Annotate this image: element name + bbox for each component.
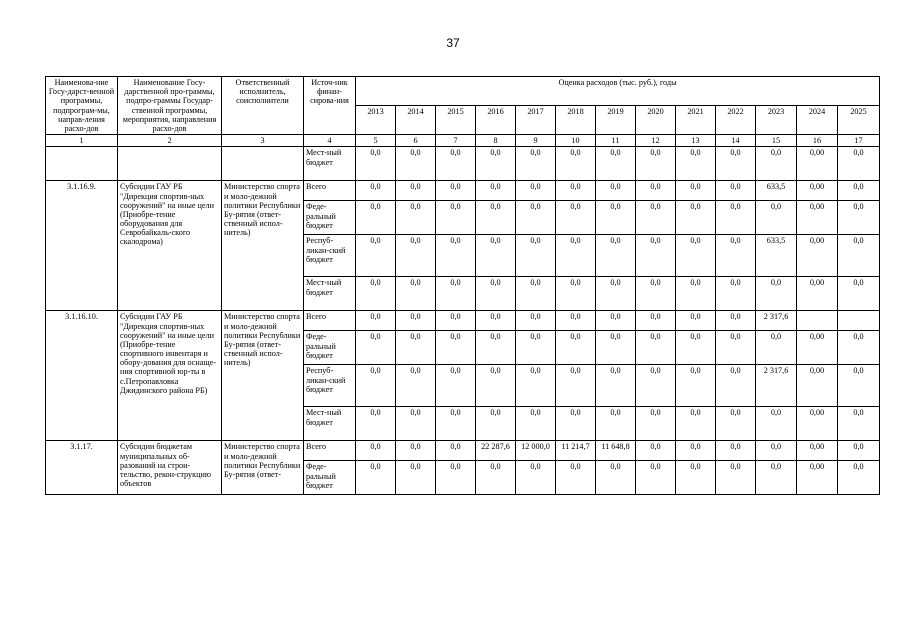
- expense-value: 0,0: [676, 235, 716, 277]
- year-header: 2025: [838, 106, 880, 135]
- expense-value: 0,0: [396, 365, 436, 407]
- column-index: 4: [304, 135, 356, 147]
- expense-value: 0,0: [396, 277, 436, 311]
- expense-value: 0,0: [838, 407, 880, 441]
- expense-value: 0,0: [716, 147, 756, 181]
- activity-name: [118, 147, 222, 181]
- expense-value: 0,0: [476, 311, 516, 331]
- expense-value: 0,0: [756, 147, 797, 181]
- year-header: 2015: [436, 106, 476, 135]
- expense-value: 22 287,6: [476, 441, 516, 461]
- column-index: 9: [516, 135, 556, 147]
- expense-value: 0,0: [716, 331, 756, 365]
- expense-value: 0,0: [636, 181, 676, 201]
- table-row: [46, 311, 880, 331]
- expense-value: 0,0: [436, 311, 476, 331]
- expense-value: 0,0: [676, 441, 716, 461]
- year-header: 2023: [756, 106, 797, 135]
- funding-source: Всего: [304, 311, 356, 331]
- column-index: 5: [356, 135, 396, 147]
- expense-value: 0,0: [596, 147, 636, 181]
- expense-value: 0,0: [596, 201, 636, 235]
- funding-source: Мест-ный бюджет: [304, 147, 356, 181]
- year-header: 2021: [676, 106, 716, 135]
- table-body: [46, 147, 880, 495]
- header-executor: Ответственный исполнитель, соисполнители: [222, 77, 304, 135]
- expense-value: 0,0: [516, 181, 556, 201]
- expense-value: 0,0: [396, 201, 436, 235]
- funding-source: Феде-ральный бюджет: [304, 331, 356, 365]
- activity-executor: [222, 147, 304, 181]
- year-header: 2019: [596, 106, 636, 135]
- expense-value: 0,0: [636, 311, 676, 331]
- funding-source: Феде-ральный бюджет: [304, 461, 356, 495]
- expense-value: 0,0: [596, 365, 636, 407]
- expense-value: 0,0: [516, 201, 556, 235]
- activity-executor: Министерство спорта и моло-дежной политики Республики Бу-рятия (ответ-: [222, 441, 304, 495]
- year-header: 2018: [556, 106, 596, 135]
- header-activity: Наименование Госу-дарственной про-граммы, подпро-граммы Государ-ственной программы, мероприятия, направления расхо-дов: [118, 77, 222, 135]
- column-index: 6: [396, 135, 436, 147]
- expense-value: 0,0: [356, 461, 396, 495]
- column-index: 7: [436, 135, 476, 147]
- column-index: 13: [676, 135, 716, 147]
- expense-value: 0,0: [716, 181, 756, 201]
- year-header: 2020: [636, 106, 676, 135]
- expense-value: 11 214,7: [556, 441, 596, 461]
- expense-value: 0,0: [556, 147, 596, 181]
- expense-value: 0,0: [516, 147, 556, 181]
- expense-value: 0,0: [556, 181, 596, 201]
- expense-value: 0,0: [396, 311, 436, 331]
- expense-value: 0,00: [797, 407, 838, 441]
- activity-name: Субсидии ГАУ РБ "Дирекция спортив-ных сооружений" на иные цели (Приобре-тение оборудования для Севробайкаль-ского скалодрома): [118, 181, 222, 311]
- header-source: Источ-ник финан-сирова-ния: [304, 77, 356, 135]
- expense-value: 0,0: [676, 201, 716, 235]
- expense-value: 0,0: [516, 407, 556, 441]
- expense-value: [797, 311, 838, 331]
- expense-value: 0,0: [716, 201, 756, 235]
- expense-value: 0,0: [436, 147, 476, 181]
- activity-code: [46, 147, 118, 181]
- expense-value: 0,0: [436, 235, 476, 277]
- expense-value: 0,0: [556, 277, 596, 311]
- index-row: [46, 135, 880, 147]
- expense-value: 0,00: [797, 365, 838, 407]
- funding-source: Всего: [304, 441, 356, 461]
- expense-value: 0,0: [356, 277, 396, 311]
- expense-value: 0,0: [396, 441, 436, 461]
- activity-code: 3.1.16.10.: [46, 311, 118, 441]
- expense-value: 0,0: [516, 365, 556, 407]
- expense-value: 0,0: [636, 365, 676, 407]
- expense-value: 0,0: [356, 147, 396, 181]
- expense-value: 0,0: [396, 407, 436, 441]
- expense-value: 0,00: [797, 331, 838, 365]
- expense-value: 0,0: [396, 147, 436, 181]
- activity-executor: Министерство спорта и моло-дежной политики Республики Бу-рятия (ответ-ственный испол-нитель): [222, 311, 304, 441]
- expense-value: 0,0: [636, 331, 676, 365]
- expense-value: 0,0: [396, 181, 436, 201]
- column-index: 10: [556, 135, 596, 147]
- expense-value: 0,0: [516, 311, 556, 331]
- expense-value: 0,0: [676, 181, 716, 201]
- expense-value: 0,0: [356, 311, 396, 331]
- expense-value: 0,0: [676, 311, 716, 331]
- expense-value: 0,00: [797, 277, 838, 311]
- expense-value: 0,0: [756, 277, 797, 311]
- activity-code: 3.1.16.9.: [46, 181, 118, 311]
- expense-value: 0,0: [716, 311, 756, 331]
- expense-value: 0,0: [476, 407, 516, 441]
- expense-value: 0,0: [516, 235, 556, 277]
- expense-value: 0,0: [838, 441, 880, 461]
- funding-source: Мест-ный бюджет: [304, 407, 356, 441]
- expense-value: 0,0: [356, 407, 396, 441]
- year-header: 2014: [396, 106, 436, 135]
- expense-value: 0,0: [596, 331, 636, 365]
- expense-value: 0,0: [436, 365, 476, 407]
- expense-value: 0,0: [596, 311, 636, 331]
- expense-value: 0,0: [356, 365, 396, 407]
- expense-value: 0,0: [676, 365, 716, 407]
- expense-value: 0,0: [516, 461, 556, 495]
- column-index: 11: [596, 135, 636, 147]
- expense-value: 0,0: [636, 147, 676, 181]
- year-header: 2013: [356, 106, 396, 135]
- expense-value: 0,0: [436, 277, 476, 311]
- column-index: 1: [46, 135, 118, 147]
- expense-value: 0,0: [436, 461, 476, 495]
- table-row: [46, 441, 880, 461]
- expense-value: 0,0: [676, 277, 716, 311]
- column-index: 16: [797, 135, 838, 147]
- expense-value: 0,0: [556, 461, 596, 495]
- expense-value: 0,00: [797, 461, 838, 495]
- expense-value: 0,0: [516, 277, 556, 311]
- expense-value: 0,0: [716, 461, 756, 495]
- expense-value: 0,0: [756, 461, 797, 495]
- column-index: 3: [222, 135, 304, 147]
- expense-value: 0,0: [676, 407, 716, 441]
- expense-value: 0,00: [797, 181, 838, 201]
- header-expense-estimate: Оценка расходов (тыс. руб.), годы: [356, 77, 880, 106]
- funding-source: Всего: [304, 181, 356, 201]
- column-index: 15: [756, 135, 797, 147]
- expense-value: 0,0: [756, 441, 797, 461]
- expense-value: 0,0: [556, 331, 596, 365]
- expense-value: 0,0: [396, 235, 436, 277]
- expense-value: 2 317,6: [756, 311, 797, 331]
- expense-value: 0,0: [636, 235, 676, 277]
- expense-value: 0,0: [356, 441, 396, 461]
- expense-value: 0,0: [838, 277, 880, 311]
- expense-value: 0,00: [797, 441, 838, 461]
- expense-value: 0,0: [838, 461, 880, 495]
- expense-value: 0,0: [596, 181, 636, 201]
- expense-value: 0,0: [716, 235, 756, 277]
- budget-table: [45, 76, 880, 495]
- expense-value: 0,0: [356, 235, 396, 277]
- expense-value: 0,0: [556, 201, 596, 235]
- funding-source: Респуб-ликан-ский бюджет: [304, 235, 356, 277]
- expense-value: 2 317,6: [756, 365, 797, 407]
- expense-value: 0,0: [676, 461, 716, 495]
- activity-name: Субсидии ГАУ РБ "Дирекция спортив-ных сооружений" на иные цели (Приобре-тение спортивного инвентаря и обору-дования для оснаще-ния спортивной юр-ты в с.Петропавловка Джидинского района РБ): [118, 311, 222, 441]
- expense-value: 0,0: [838, 235, 880, 277]
- expense-value: 12 000,0: [516, 441, 556, 461]
- expense-value: 0,0: [556, 311, 596, 331]
- activity-code: 3.1.17.: [46, 441, 118, 495]
- expense-value: 633,5: [756, 181, 797, 201]
- expense-value: 0,0: [396, 331, 436, 365]
- expense-value: 0,0: [716, 277, 756, 311]
- expense-value: 0,0: [676, 147, 716, 181]
- expense-value: 0,0: [436, 407, 476, 441]
- expense-value: 0,0: [476, 461, 516, 495]
- expense-value: 0,0: [838, 331, 880, 365]
- expense-value: 0,0: [716, 407, 756, 441]
- expense-value: 0,0: [356, 181, 396, 201]
- activity-name: Субсидии бюджетам муниципальных об-разований на строи-тельство, рекон-струкцию объектов: [118, 441, 222, 495]
- expense-value: 0,0: [476, 147, 516, 181]
- column-index: 8: [476, 135, 516, 147]
- expense-value: 0,0: [556, 365, 596, 407]
- column-index: 12: [636, 135, 676, 147]
- expense-value: 0,0: [356, 331, 396, 365]
- expense-value: 0,0: [838, 147, 880, 181]
- expense-value: 0,0: [636, 461, 676, 495]
- expense-value: 0,0: [356, 201, 396, 235]
- expense-value: [838, 311, 880, 331]
- year-header: 2022: [716, 106, 756, 135]
- expense-value: 0,00: [797, 235, 838, 277]
- expense-value: 0,0: [636, 277, 676, 311]
- expense-value: 0,0: [476, 201, 516, 235]
- page-number: 37: [446, 36, 460, 50]
- expense-value: 0,0: [716, 441, 756, 461]
- expense-value: 0,0: [756, 201, 797, 235]
- expense-value: 0,0: [596, 461, 636, 495]
- column-index: 14: [716, 135, 756, 147]
- expense-value: 11 648,8: [596, 441, 636, 461]
- expense-value: 0,00: [797, 147, 838, 181]
- funding-source: Мест-ный бюджет: [304, 277, 356, 311]
- expense-value: 0,0: [476, 277, 516, 311]
- expense-value: 0,0: [476, 365, 516, 407]
- funding-source: Респуб-ликан-ский бюджет: [304, 365, 356, 407]
- expense-value: 0,0: [636, 441, 676, 461]
- expense-value: 0,0: [838, 201, 880, 235]
- expense-value: 0,0: [636, 201, 676, 235]
- expense-value: 0,0: [476, 235, 516, 277]
- expense-value: 0,0: [636, 407, 676, 441]
- activity-executor: Министерство спорта и моло-дежной политики Республики Бу-рятия (ответ-ственный испол-нитель): [222, 181, 304, 311]
- header-row: [46, 77, 880, 106]
- expense-value: 0,0: [516, 331, 556, 365]
- expense-value: 0,0: [556, 235, 596, 277]
- expense-value: 0,0: [676, 331, 716, 365]
- expense-value: 0,0: [436, 181, 476, 201]
- year-header: 2016: [476, 106, 516, 135]
- table-row: [46, 147, 880, 181]
- expense-value: 0,0: [838, 181, 880, 201]
- expense-value: 0,0: [756, 407, 797, 441]
- header-program: Наименова-ние Госу-дарст-венной программы, подпрограм-мы, направ-ления расхо-дов: [46, 77, 118, 135]
- year-header: 2024: [797, 106, 838, 135]
- expense-value: 0,0: [436, 331, 476, 365]
- year-header: 2017: [516, 106, 556, 135]
- expense-value: 0,00: [797, 201, 838, 235]
- expense-value: 0,0: [476, 181, 516, 201]
- column-index: 2: [118, 135, 222, 147]
- expense-value: 0,0: [396, 461, 436, 495]
- expense-value: 0,0: [756, 331, 797, 365]
- column-index: 17: [838, 135, 880, 147]
- expense-value: 0,0: [436, 441, 476, 461]
- funding-source: Феде-ральный бюджет: [304, 201, 356, 235]
- expense-value: 0,0: [838, 365, 880, 407]
- expense-value: 0,0: [596, 407, 636, 441]
- expense-value: 0,0: [716, 365, 756, 407]
- expense-value: 0,0: [596, 277, 636, 311]
- expense-value: 0,0: [596, 235, 636, 277]
- expense-value: 633,5: [756, 235, 797, 277]
- table-row: [46, 181, 880, 201]
- expense-value: 0,0: [556, 407, 596, 441]
- expense-value: 0,0: [476, 331, 516, 365]
- expense-value: 0,0: [436, 201, 476, 235]
